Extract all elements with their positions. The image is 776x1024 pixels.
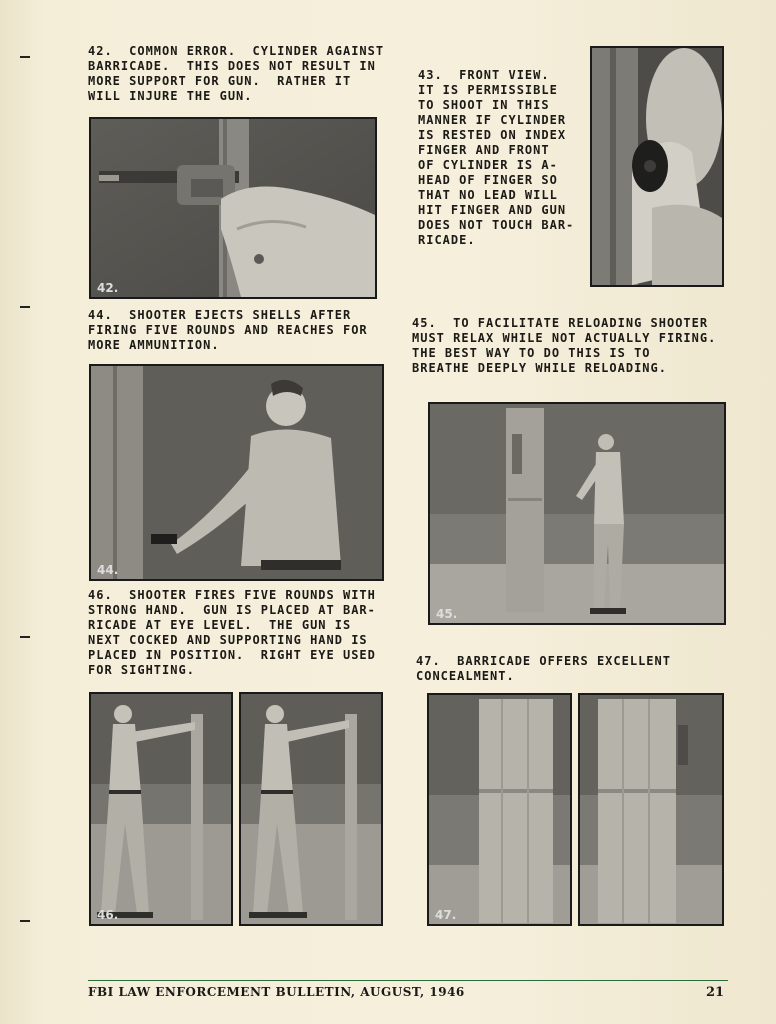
- photo-42-image: [91, 119, 375, 297]
- photo-47-right: [578, 693, 724, 926]
- photo-number-46: 46.: [97, 908, 119, 922]
- photo-43-image: [592, 48, 722, 285]
- edge-mark: [20, 306, 30, 308]
- edge-mark: [20, 56, 30, 58]
- edge-mark: [20, 920, 30, 922]
- photo-47-left-image: [429, 695, 570, 924]
- photo-47-left: [427, 693, 572, 926]
- photo-42: [89, 117, 377, 299]
- caption-45: 45. TO FACILITATE RELOADING SHOOTER MUST RELAX WHILE NOT ACTUALLY FIRING. THE BEST WAY TO DO THIS IS TO BREATHE DEEPLY WHILE RELOADING.: [412, 316, 717, 375]
- photo-46-left-image: [91, 694, 231, 924]
- footer-rule: [88, 980, 728, 981]
- edge-mark: [20, 636, 30, 638]
- photo-number-45: 45.: [436, 607, 458, 621]
- photo-45: [428, 402, 726, 625]
- caption-47: 47. BARRICADE OFFERS EXCELLENT CONCEALMENT.: [416, 654, 671, 683]
- photo-45-image: [430, 404, 724, 623]
- photo-44: [89, 364, 384, 581]
- photo-44-image: [91, 366, 382, 579]
- caption-44: 44. SHOOTER EJECTS SHELLS AFTER FIRING FIVE ROUNDS AND REACHES FOR MORE AMMUNITION.: [88, 308, 368, 352]
- footer-title: FBI LAW ENFORCEMENT BULLETIN, AUGUST, 1946: [88, 985, 465, 999]
- photo-number-42: 42.: [97, 281, 119, 295]
- page-number: 21: [706, 985, 725, 1000]
- photo-43: [590, 46, 724, 287]
- photo-number-47: 47.: [435, 908, 457, 922]
- photo-47-right-image: [580, 695, 722, 924]
- photo-number-44: 44.: [97, 563, 119, 577]
- photo-46-left: [89, 692, 233, 926]
- caption-43: 43. FRONT VIEW. IT IS PERMISSIBLE TO SHOOT IN THIS MANNER IF CYLINDER IS RESTED ON INDEX FINGER AND FRONT OF CYLINDER IS A- HEAD OF FINGER SO THAT NO LEAD WILL HIT FINGER AND GUN DOES NOT TOUCH BAR- RICADE.: [418, 68, 575, 247]
- photo-46-right-image: [241, 694, 381, 924]
- caption-42: 42. COMMON ERROR. CYLINDER AGAINST BARRICADE. THIS DOES NOT RESULT IN MORE SUPPORT FOR GUN. RATHER IT WILL INJURE THE GUN.: [88, 44, 385, 103]
- caption-46: 46. SHOOTER FIRES FIVE ROUNDS WITH STRONG HAND. GUN IS PLACED AT BAR- RICADE AT EYE LEVEL. THE GUN IS NEXT COCKED AND SUPPORTING HAND IS PLACED IN POSITION. RIGHT EYE USED FOR SIGHTING.: [88, 588, 376, 677]
- photo-46-right: [239, 692, 383, 926]
